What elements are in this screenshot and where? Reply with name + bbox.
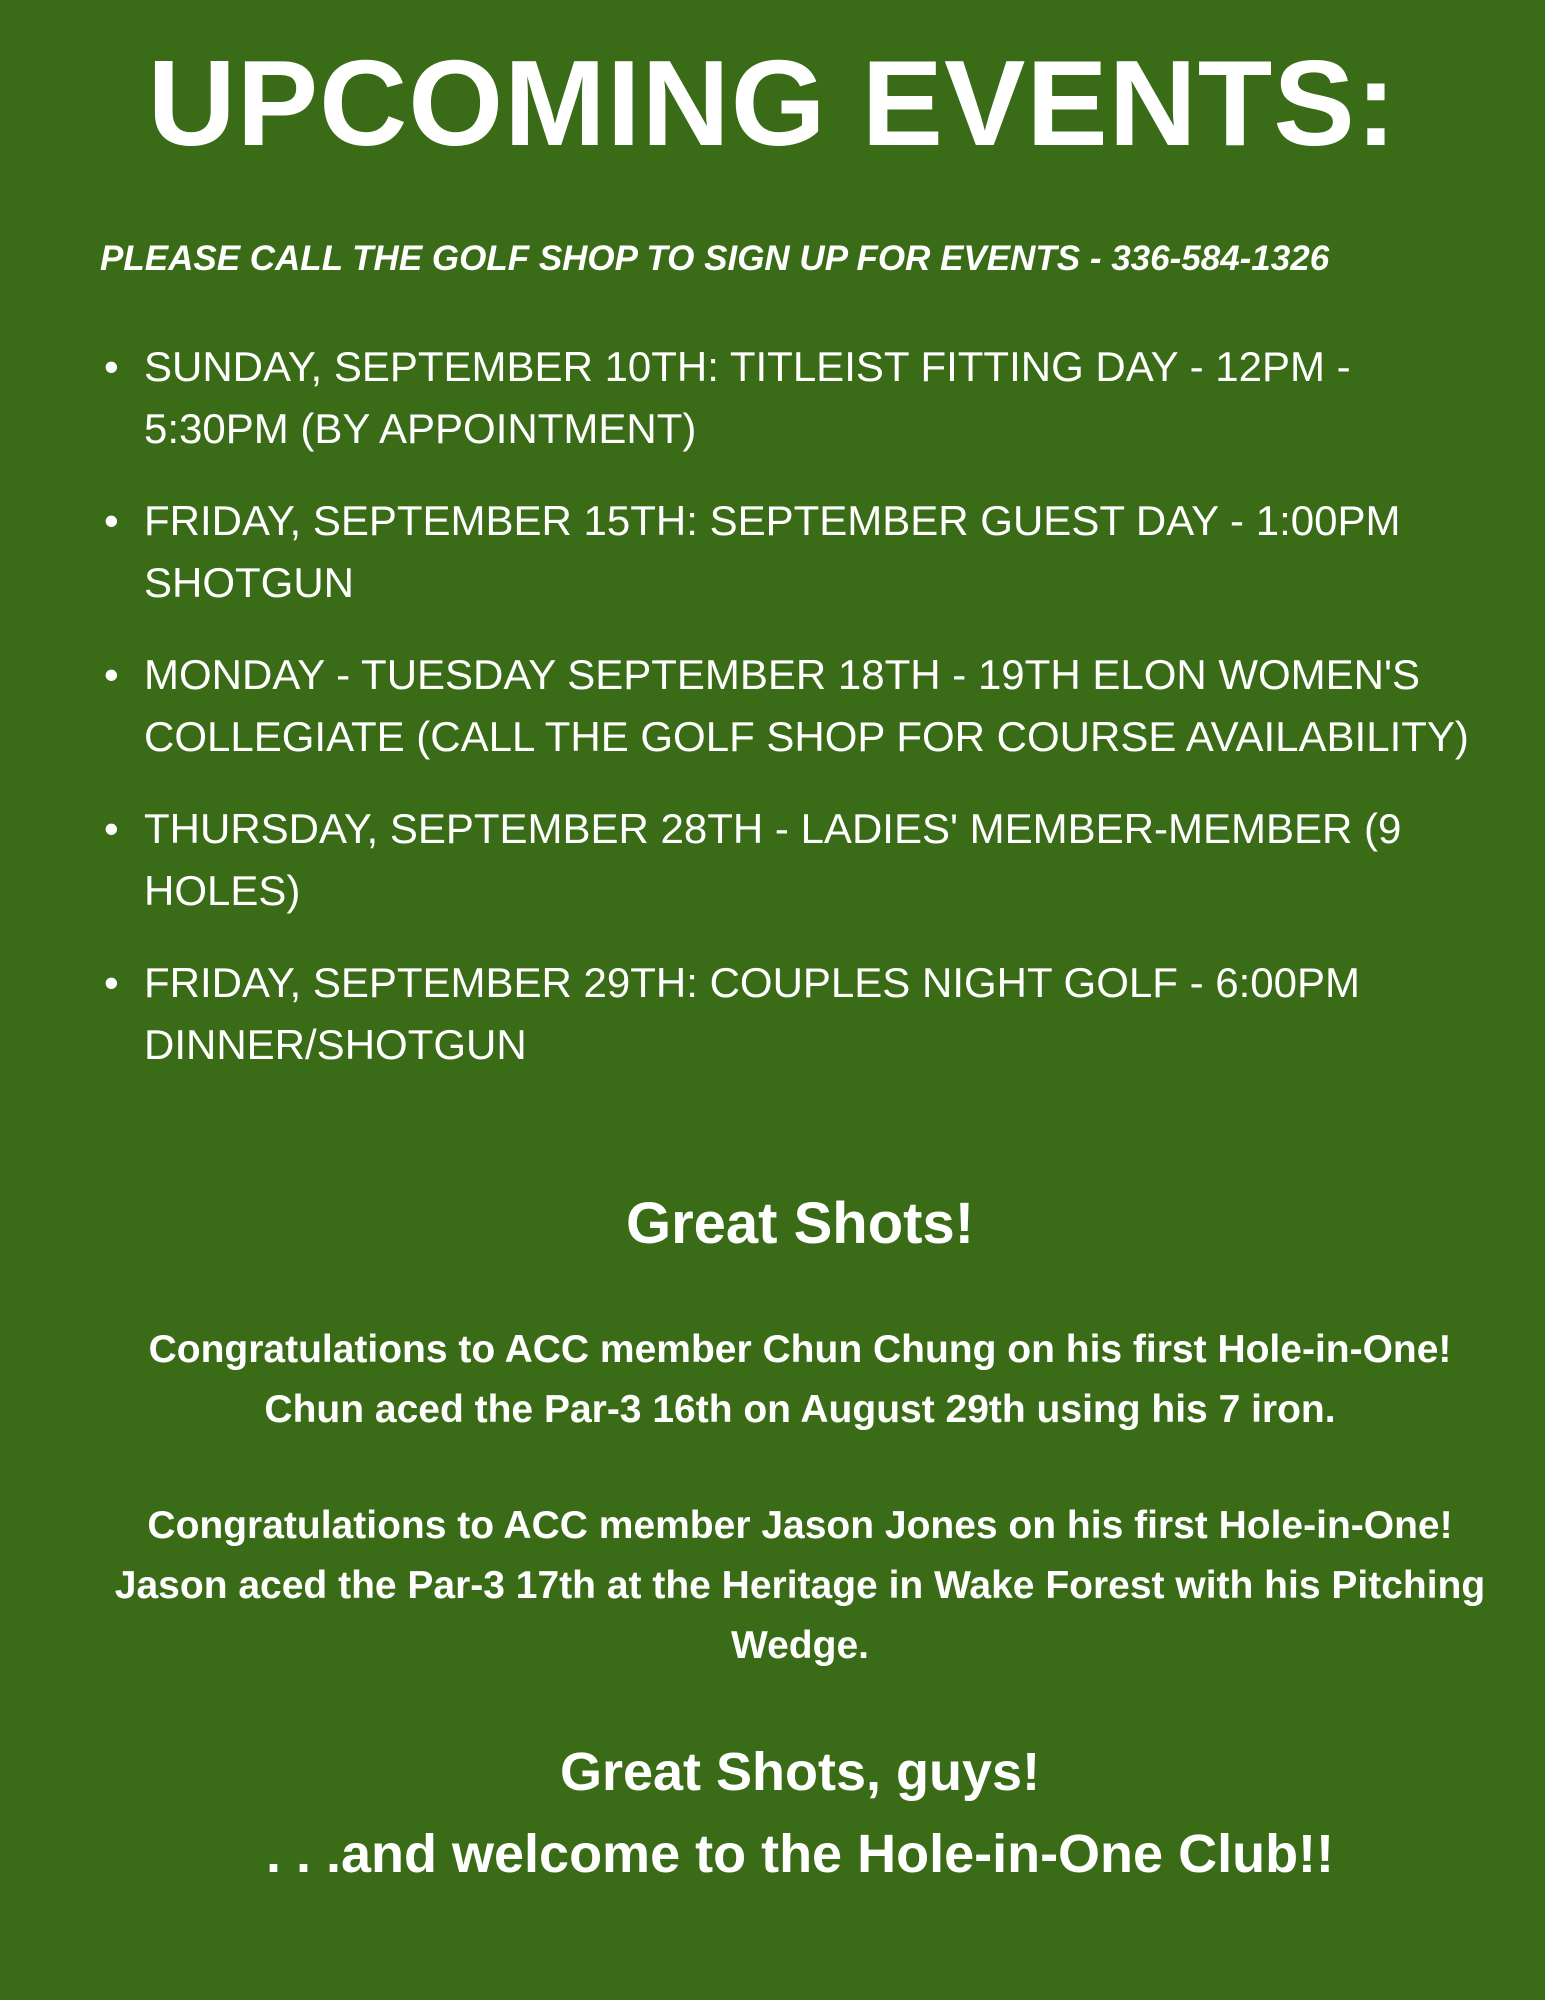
events-list — [100, 336, 1480, 1106]
congrats-paragraph: Congratulations to ACC member Chun Chung on his first Hole-in-One! Chun aced the Par-3 16th on August 29th using his 7 iron. — [148, 1328, 1452, 1431]
event-text: FRIDAY, SEPTEMBER 29TH: COUPLES NIGHT GOLF - 6:00PM DINNER/SHOTGUN — [144, 959, 1360, 1068]
bullet-icon: • — [104, 497, 119, 544]
event-text: SUNDAY, SEPTEMBER 10TH: TITLEIST FITTING DAY - 12PM - 5:30PM (BY APPOINTMENT) — [144, 343, 1351, 452]
bullet-icon: • — [104, 805, 119, 852]
event-item — [100, 798, 1480, 922]
event-item — [100, 490, 1480, 614]
event-item — [100, 952, 1480, 1076]
great-shots-heading: Great Shots! — [625, 1191, 975, 1256]
event-text: THURSDAY, SEPTEMBER 28TH - LADIES' MEMBER-MEMBER (9 HOLES) — [144, 805, 1402, 914]
bullet-icon: • — [104, 651, 119, 698]
page-title: UPCOMING EVENTS: — [147, 35, 1398, 171]
sign-up-callout: PLEASE CALL THE GOLF SHOP TO SIGN UP FOR EVENTS - 336-584-1326 — [100, 239, 1330, 278]
closing-line: Great Shots, guys! — [559, 1742, 1041, 1802]
event-item — [100, 336, 1480, 460]
congrats-paragraph: Congratulations to ACC member Jason Jones on his first Hole-in-One! Jason aced the Par-3 17th at the Heritage in Wake Forest with his Pitching Wedge. — [114, 1504, 1486, 1667]
event-text: FRIDAY, SEPTEMBER 15TH: SEPTEMBER GUEST DAY - 1:00PM SHOTGUN — [144, 497, 1401, 606]
event-item — [100, 644, 1480, 768]
bullet-icon: • — [104, 343, 119, 390]
bullet-icon: • — [104, 959, 119, 1006]
event-text: MONDAY - TUESDAY SEPTEMBER 18TH - 19TH ELON WOMEN'S COLLEGIATE (CALL THE GOLF SHOP FOR COURSE AVAILABILITY) — [144, 651, 1469, 760]
closing-line: . . .and welcome to the Hole-in-One Club!! — [265, 1824, 1335, 1884]
